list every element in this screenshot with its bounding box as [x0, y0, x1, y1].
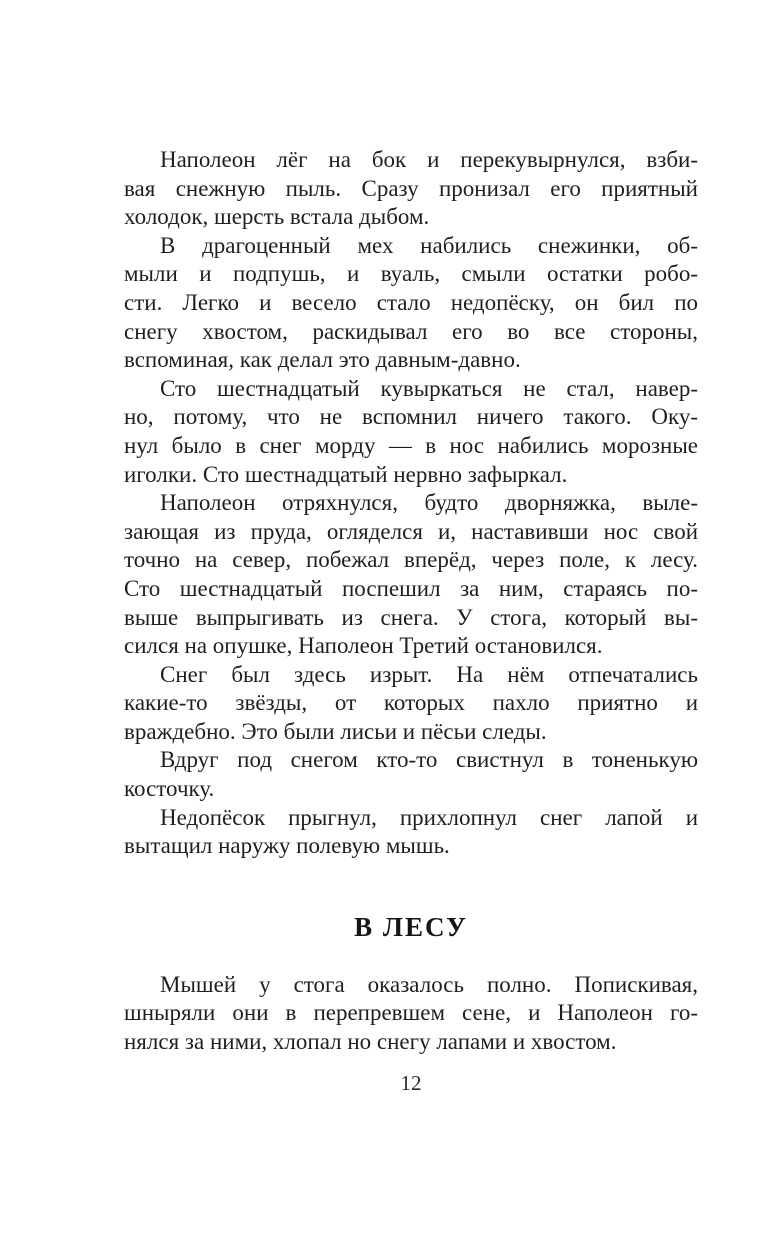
- paragraph: [124, 232, 698, 375]
- text-line: сился на опушке, Наполеон Третий остановился.: [124, 633, 603, 659]
- text-line: иголки. Сто шестнадцатый нервно зафыркал.: [124, 461, 568, 487]
- text-line: Наполеон отряхнулся, будто дворняжка, выле-: [160, 490, 698, 516]
- text-line: Сто шестнадцатый поспешил за ним, стараясь по-: [124, 575, 698, 601]
- text-column: [124, 146, 698, 1057]
- text-line: выше выпрыгивать из снега. У стога, который вы-: [124, 604, 698, 630]
- text-line: нул было в снег морду — в нос набились морозные: [124, 432, 698, 458]
- text-line: В драгоценный мех набились снежинки, об-: [160, 232, 698, 258]
- paragraph: [124, 971, 698, 1057]
- text-line: холодок, шерсть встала дыбом.: [124, 204, 430, 230]
- text-line: точно на север, побежал вперёд, через поле, к лесу.: [124, 547, 698, 573]
- text-line: шныряли они в перепревшем сене, и Наполеон го-: [124, 1000, 698, 1026]
- section-heading: В ЛЕСУ: [354, 911, 468, 942]
- text-line: Сто шестнадцатый кувыркаться не стал, навер-: [160, 375, 698, 401]
- text-line: мыли и подпушь, и вуаль, смыли остатки робо-: [124, 261, 698, 287]
- text-line: зающая из пруда, огляделся и, наставивши нос свой: [124, 518, 698, 544]
- text-line: Мышей у стога оказалось полно. Попискивая,: [160, 971, 698, 997]
- text-line: вспоминая, как делал это давным-давно.: [124, 347, 521, 373]
- text-line: нялся за ними, хлопал но снегу лапами и хвостом.: [124, 1029, 617, 1055]
- paragraph: [124, 375, 698, 489]
- text-line: Недопёсок прыгнул, прихлопнул снег лапой и: [160, 804, 698, 830]
- text-line: Наполеон лёг на бок и перекувырнулся, взби-: [160, 147, 698, 172]
- text-line: вытащил наружу полевую мышь.: [124, 833, 450, 859]
- text-line: Снег был здесь изрыт. На нём отпечатались: [160, 661, 698, 687]
- text-line: какие-то звёзды, от которых пахло приятно и: [124, 690, 698, 716]
- paragraph: [124, 746, 698, 803]
- text-line: Вдруг под снегом кто-то свистнул в тоненькую: [160, 747, 698, 773]
- text-line: но, потому, что не вспомнил ничего такого. Оку-: [124, 404, 698, 430]
- text-line: снегу хвостом, раскидывал его во все стороны,: [124, 318, 698, 344]
- page-number: 12: [400, 1071, 422, 1095]
- text-line: вая снежную пыль. Сразу пронизал его приятный: [124, 175, 698, 201]
- paragraph: [124, 661, 698, 747]
- text-line: косточку.: [124, 776, 215, 802]
- paragraph: [124, 489, 698, 661]
- text-line: сти. Легко и весело стало недопёску, он бил по: [124, 289, 698, 315]
- paragraph: [124, 146, 698, 232]
- paragraph: [124, 804, 698, 861]
- text-line: враждебно. Это были лисьи и пёсьи следы.: [124, 718, 547, 744]
